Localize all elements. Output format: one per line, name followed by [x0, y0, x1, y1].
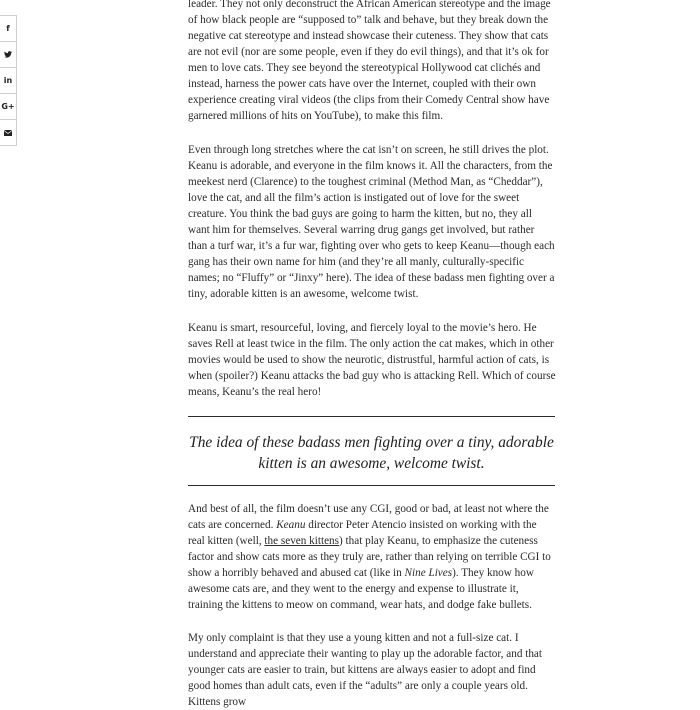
facebook-icon: f: [6, 24, 10, 33]
paragraph-text: ) that play Keanu, to emphasize the cuteness factor and show cats more as they truly are, rather than relying on terrible CGI to show a horribly behaved and abused cat (like in: [188, 535, 551, 579]
article-paragraph: Keanu is smart, resourceful, loving, and fiercely loyal to the movie’s hero. He saves Rell at least twice in the film. The only action the cat makes, which in other movies would be used to show the neurotic, distrustful, harmful action of cats, is when (spoiler?) Keanu attacks the bad guy who is attacking Rell. Which of course means, Keanu’s the real hero!: [188, 322, 556, 398]
linkedin-share-button[interactable]: [0, 68, 16, 94]
pull-quote-bottom-divider: [188, 485, 555, 486]
linkedin-icon: in: [3, 76, 13, 85]
social-share-bar: [0, 15, 17, 146]
pull-quote-top-divider: [188, 416, 555, 417]
article-paragraph: leader. They not only deconstruct the African American stereotype and the image of how black people are “supposed to” talk and behave, but they break down the negative cat stereotype and instead showcase their cuteness. They show that cats are not evil (nor are some people, even if they do evil things), and that it’s ok for men to love cats. They see beyond the stereotypical Hollywood cat clichés and instead, harness the power cats have over the Internet, coupled with their own experience creating viral videos (the clips from their Comedy Central show have garnered millions of hits on YouTube), to make this film.: [188, 0, 551, 122]
film-title: Keanu: [276, 519, 306, 531]
google-plus-share-button[interactable]: [0, 94, 16, 120]
google-plus-icon: G+: [1, 102, 15, 111]
email-share-button[interactable]: [0, 120, 16, 145]
article-paragraph: My only complaint is that they use a young kitten and not a full-size cat. I understand and appreciate their wanting to play up the adorable factor, and that younger cats are easier to train, but kittens are always easier to adopt and find good homes than adult cats, even if the “adults” are only a couple years old. Kittens grow: [188, 632, 542, 708]
seven-kittens-link[interactable]: the seven kittens: [264, 535, 339, 547]
paragraph-text: ). They know how awesome cats are, and they went to the energy and expense to illustrate it, training the kittens to meow on command, wear hats, and dodge fake bullets.: [188, 567, 534, 611]
paragraph-text: director Peter Atencio insisted on working with the real kitten (well,: [188, 519, 537, 547]
envelope-icon: [4, 130, 12, 136]
pull-quote: The idea of these badass men fighting over a tiny, adorable kitten is an awesome, welcome twist.: [189, 434, 554, 472]
twitter-icon: [4, 51, 12, 58]
facebook-share-button[interactable]: [0, 16, 16, 42]
article-paragraph: [188, 501, 556, 613]
film-title: Nine Lives: [404, 567, 453, 579]
twitter-share-button[interactable]: [0, 42, 16, 68]
article-paragraph: Even through long stretches where the cat isn’t on screen, he still drives the plot. Keanu is adorable, and everyone in the film knows it. All the characters, from the meekest nerd (Clarence) to the toughest criminal (Method Man, as “Cheddar”), love the cat, and all the film’s action is instigated out of love for the sweet creature. You think the bad guys are going to harm the kitten, but no, they all want him for themselves. Several warring drug gangs get involved, but rather than a turf war, it’s a fur war, fighting over who gets to keep Keanu—though each gang has their own name for him (and they’re all manly, culturally-specific names; no “Fluffy” or “Jinxy” here). The idea of these badass men fighting over a tiny, adorable kitten is an awesome, welcome twist.: [188, 144, 555, 300]
paragraph-text: And best of all, the film doesn’t use any CGI, good or bad, at least not where the cats are concerned.: [188, 503, 549, 531]
